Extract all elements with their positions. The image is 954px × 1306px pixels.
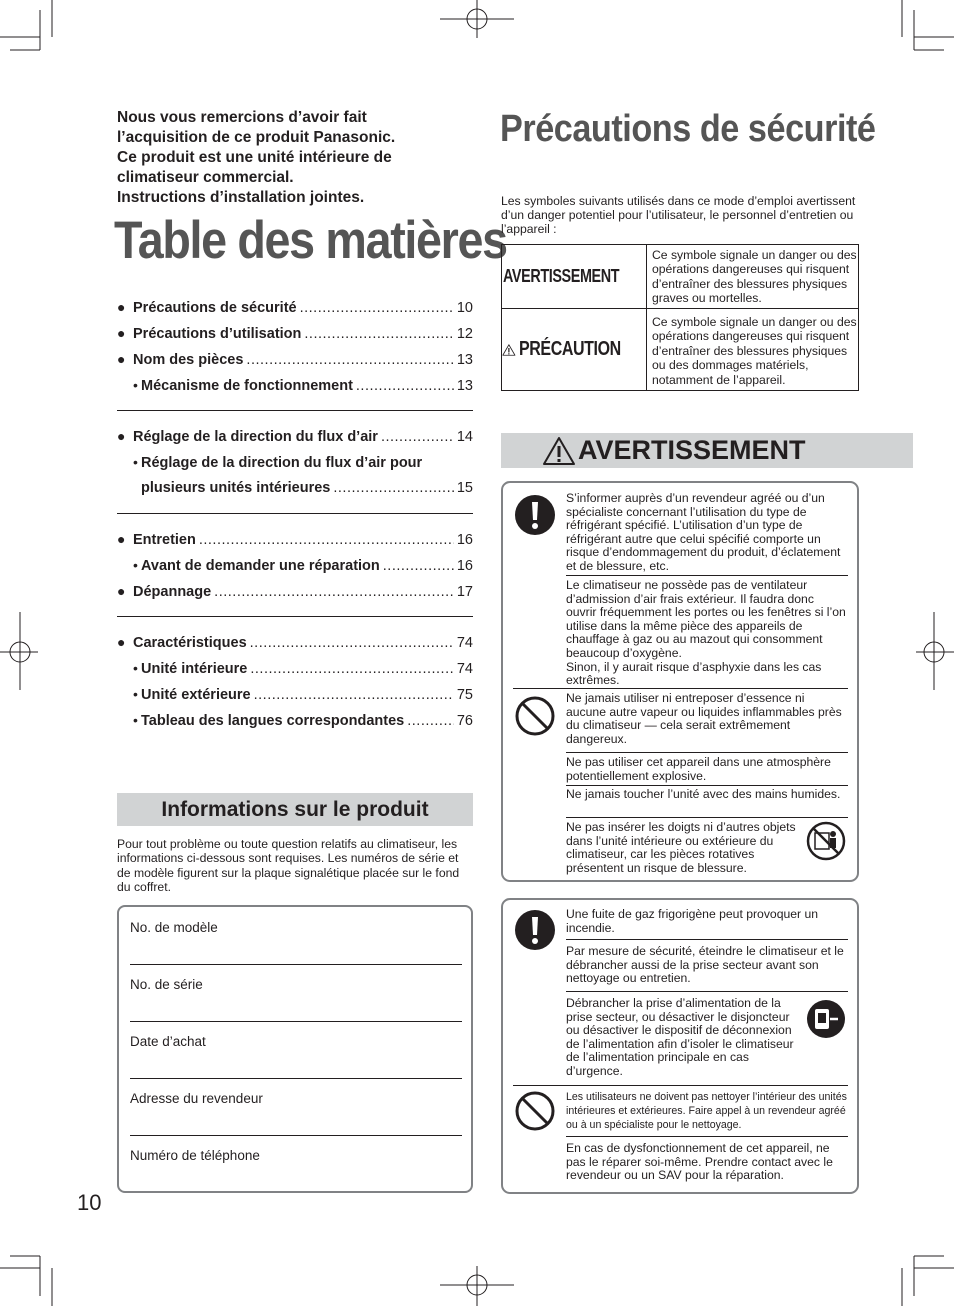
toc-entry-page: 15 xyxy=(456,480,473,496)
toc-separator xyxy=(117,513,473,514)
dealer-address-field[interactable] xyxy=(130,1091,460,1106)
toc-entry-page: 16 xyxy=(456,558,473,574)
safety-intro: Les symboles suivants utilisés dans ce mode d’emploi avertissent d’un danger potentiel pour l’utilisateur, le personnel d’entretien ou l’appareil : xyxy=(501,194,856,236)
field-line xyxy=(130,1021,462,1022)
toc-entry-page: 10 xyxy=(456,300,473,316)
serial-number-field[interactable] xyxy=(130,977,460,992)
divider xyxy=(566,575,848,576)
field-line xyxy=(130,1135,462,1136)
warning-item: Ne jamais utiliser ni entreposer d’essence ni aucune autre vapeur ou liquides inflammables près du climatiseur — cela serait extrêmement dangereux. xyxy=(566,691,842,746)
product-info-heading: Informations sur le produit xyxy=(161,798,429,821)
toc-leader-dots xyxy=(383,553,454,579)
toc-entry[interactable] xyxy=(117,707,473,733)
bullet-icon: ● xyxy=(117,351,126,367)
no-fingers-fan-icon xyxy=(806,821,846,861)
toc-leader-dots xyxy=(333,475,453,501)
toc-entry-label: Précautions de sécurité xyxy=(133,300,297,316)
caution-triangle-icon xyxy=(502,335,516,365)
toc-entry[interactable] xyxy=(117,629,473,655)
bullet-icon: ● xyxy=(117,325,126,341)
toc-leader-dots xyxy=(246,347,453,373)
warning-item: Ne jamais toucher l’unité avec des mains humides. xyxy=(566,787,841,801)
toc-entry[interactable] xyxy=(117,423,473,449)
symbol-row-warning xyxy=(502,245,858,309)
field-label: Adresse du revendeur xyxy=(130,1091,263,1106)
toc-entry-page: 14 xyxy=(456,429,473,445)
warning-box-2 xyxy=(501,898,859,1194)
toc-entry-page: 16 xyxy=(456,532,473,548)
unplug-icon xyxy=(806,999,846,1039)
table-of-contents xyxy=(117,294,473,733)
warning-heading-bar xyxy=(501,433,913,468)
toc-leader-dots xyxy=(214,579,454,605)
warning-heading: AVERTISSEMENT xyxy=(578,435,806,465)
product-info-text: Pour tout problème ou toute question relatifs au climatiseur, les informations ci-dessous sont requises. Les numéros de série et de modèle figurent sur la plaque signalétique placée sur le fond du coffret. xyxy=(117,837,460,894)
mandatory-exclamation-icon xyxy=(514,909,556,951)
warning-box-1 xyxy=(501,481,859,882)
prohibition-icon xyxy=(514,1090,556,1132)
intro-line: Ce produit est une unité intérieure de xyxy=(117,149,392,166)
toc-entry-label: plusieurs unités intérieures xyxy=(141,480,331,496)
warning-item: Par mesure de sécurité, éteindre le climatiseur et le débrancher aussi de la prise secteur avant son nettoyage ou entretien. xyxy=(566,944,844,986)
divider xyxy=(566,817,848,818)
divider xyxy=(513,1085,848,1086)
symbol-cell xyxy=(502,309,647,390)
warning-item: Ne pas insérer les doigts ni d’autres objets dans l’unité intérieure ou extérieure du climatiseur, car les pièces rotatives présentent un risque de blessure. xyxy=(566,820,796,875)
field-line xyxy=(130,1078,462,1079)
toc-leader-dots xyxy=(356,373,454,399)
divider xyxy=(566,1136,848,1137)
mandatory-exclamation-icon xyxy=(514,494,556,536)
divider xyxy=(566,991,848,992)
intro-line: climatiseur commercial. xyxy=(117,169,294,186)
toc-entry-label: Réglage de la direction du flux d’air pour xyxy=(141,455,423,471)
warning-item: Une fuite de gaz frigorigène peut provoquer un incendie. xyxy=(566,907,819,935)
toc-entry-label: Dépannage xyxy=(133,584,212,600)
toc-leader-dots xyxy=(199,527,454,553)
intro-line: Nous vous remercions d’avoir fait xyxy=(117,109,367,126)
toc-leader-dots xyxy=(304,321,453,347)
sub-bullet-icon: • xyxy=(133,660,138,676)
toc-entry-page: 17 xyxy=(456,584,473,600)
toc-separator xyxy=(117,616,473,617)
bullet-icon: ● xyxy=(117,299,126,315)
toc-leader-dots xyxy=(254,682,454,708)
warning-item: Les utilisateurs ne doivent pas nettoyer l’intérieur des unités intérieures et extérieures. Faire appel à un revendeur agréé ou à un spécialiste pour le nettoyage. xyxy=(566,1091,847,1131)
purchase-date-field[interactable] xyxy=(130,1034,460,1049)
toc-entry-label: Avant de demander une réparation xyxy=(141,558,380,574)
toc-entry[interactable] xyxy=(117,475,473,501)
toc-entry[interactable] xyxy=(117,526,473,552)
divider xyxy=(566,939,848,940)
bullet-icon: ● xyxy=(117,583,126,599)
warning-item: Débrancher la prise d’alimentation de la prise secteur, ou désactiver le disjoncteur ou désactiver le dispositif de déconnexion de l’alimentation afin d’isoler le climatiseur de l’alimentation principale en cas d’urgence. xyxy=(566,996,794,1078)
toc-entry-page: 74 xyxy=(456,661,473,677)
divider xyxy=(566,785,848,786)
toc-entry[interactable] xyxy=(117,294,473,320)
toc-leader-dots xyxy=(407,708,454,734)
toc-title: Table des matières xyxy=(114,211,507,270)
toc-entry-label: Mécanisme de fonctionnement xyxy=(141,378,353,394)
toc-entry-label: Unité intérieure xyxy=(141,661,248,677)
bullet-icon: ● xyxy=(117,428,126,444)
toc-entry-page: 13 xyxy=(456,378,473,394)
product-info-form xyxy=(117,905,473,1193)
field-label: Numéro de téléphone xyxy=(130,1148,260,1163)
divider xyxy=(513,688,848,689)
field-label: Date d’achat xyxy=(130,1034,206,1049)
symbol-row-caution xyxy=(502,309,858,390)
toc-entry-page: 76 xyxy=(456,713,473,729)
toc-entry[interactable] xyxy=(117,346,473,372)
toc-entry[interactable] xyxy=(117,578,473,604)
toc-entry[interactable] xyxy=(117,320,473,346)
bullet-icon: ● xyxy=(117,634,126,650)
prohibition-icon xyxy=(514,695,556,737)
intro-line: Instructions d’installation jointes. xyxy=(117,189,365,206)
field-line xyxy=(130,964,462,965)
toc-entry-label: Tableau des langues correspondantes xyxy=(141,713,405,729)
warning-item: S’informer auprès d’un revendeur agréé ou d’un spécialiste concernant l’utilisation du type de réfrigérant spécifié. L’utilisation d’un type de réfrigérant autre que celui spécifié comporte un risque d’endommagement du produit, d’éclatement et de blessure, etc. xyxy=(566,491,841,573)
toc-entry[interactable] xyxy=(117,681,473,707)
toc-entry-page: 74 xyxy=(456,635,473,651)
sub-bullet-icon: • xyxy=(133,557,138,573)
intro-line: l’acquisition de ce produit Panasonic. xyxy=(117,129,396,146)
warning-item: Ne pas utiliser cet appareil dans une atmosphère potentiellement explosive. xyxy=(566,755,831,783)
warning-item: Le climatiseur ne possède pas de ventilateur d’admission d’air frais extérieur. Il faudra donc ouvrir fréquemment les portes ou les fenêtres si l’on utilise dans la même pièce des appareils de chauffage à gaz ou au mazout qui consomment beaucoup d’oxygène. Sinon, il y aurait risque d’asphyxie dans les cas extrêmes. xyxy=(566,578,846,688)
toc-entry-label: Nom des pièces xyxy=(133,352,244,368)
toc-entry-page: 13 xyxy=(456,352,473,368)
warning-triangle-icon xyxy=(542,436,576,466)
symbol-label: PRÉCAUTION xyxy=(518,338,621,360)
symbol-table xyxy=(501,244,859,391)
toc-entry-page: 12 xyxy=(456,326,473,342)
safety-title: Précautions de sécurité xyxy=(500,108,876,150)
symbol-label: AVERTISSEMENT xyxy=(502,266,620,286)
page-number: 10 xyxy=(77,1190,102,1215)
toc-leader-dots xyxy=(300,295,454,321)
sub-bullet-icon: • xyxy=(133,377,138,393)
sub-bullet-icon: • xyxy=(133,712,138,728)
symbol-cell xyxy=(502,245,647,308)
toc-entry[interactable] xyxy=(117,372,473,398)
toc-entry-label: Unité extérieure xyxy=(141,687,251,703)
toc-entry[interactable] xyxy=(117,449,473,475)
toc-separator xyxy=(117,410,473,411)
warning-item: En cas de dysfonctionnement de cet appareil, ne pas le réparer soi-même. Prendre contact avec le revendeur ou un SAV pour la réparation. xyxy=(566,1141,833,1183)
toc-entry-label: Réglage de la direction du flux d’air xyxy=(133,429,378,445)
toc-entry-label: Caractéristiques xyxy=(133,635,247,651)
toc-entry-label: Entretien xyxy=(133,532,196,548)
sub-bullet-icon: • xyxy=(133,454,138,470)
divider xyxy=(566,752,848,753)
toc-entry-label: Précautions d’utilisation xyxy=(133,326,302,342)
intro-text xyxy=(117,108,457,208)
toc-entry[interactable] xyxy=(117,552,473,578)
toc-entry[interactable] xyxy=(117,655,473,681)
field-label: No. de modèle xyxy=(130,920,218,935)
toc-entry-page: 75 xyxy=(456,687,473,703)
product-info-heading-bar xyxy=(117,793,473,826)
sub-bullet-icon: • xyxy=(133,686,138,702)
toc-leader-dots xyxy=(250,630,454,656)
phone-number-field[interactable] xyxy=(130,1148,460,1163)
bullet-icon: ● xyxy=(117,531,126,547)
symbol-description: Ce symbole signale un danger ou des opérations dangereuses qui risquent d’entraîner des blessures physiques ou des dommages matériels, notamment de l’appareil. xyxy=(652,315,857,387)
model-number-field[interactable] xyxy=(130,920,460,935)
symbol-description: Ce symbole signale un danger ou des opérations dangereuses qui risquent d’entraîner des blessures physiques graves ou mortelles. xyxy=(652,248,857,306)
toc-leader-dots xyxy=(250,656,454,682)
field-label: No. de série xyxy=(130,977,203,992)
toc-leader-dots xyxy=(381,424,454,450)
